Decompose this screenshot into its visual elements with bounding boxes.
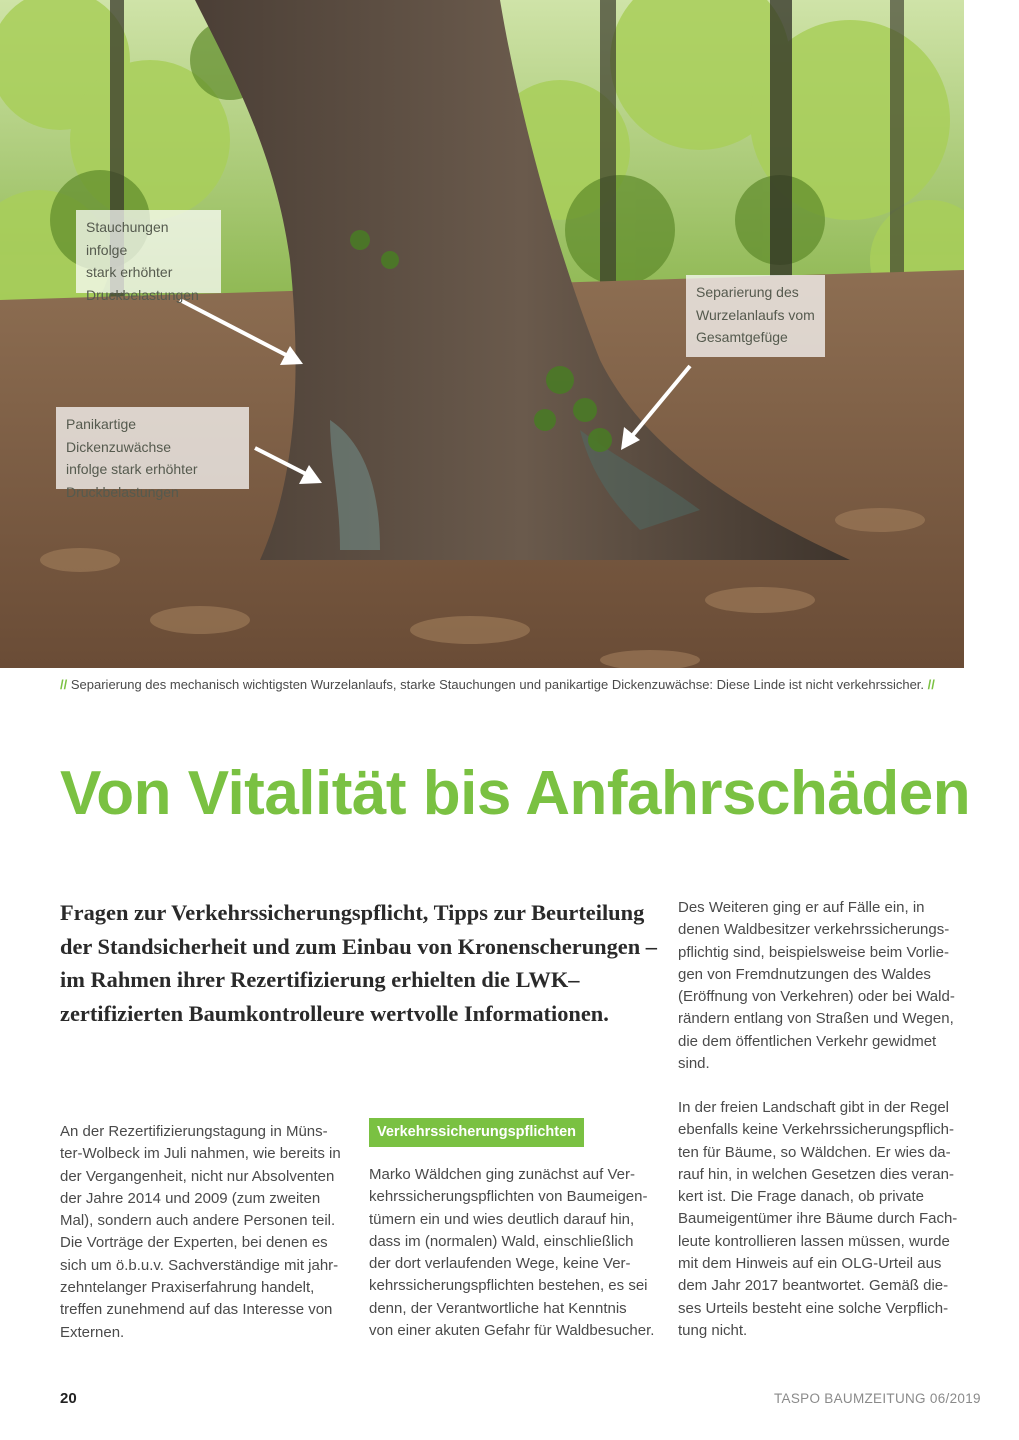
- magazine-issue: TASPO BAUMZEITUNG 06/2019: [774, 1391, 981, 1406]
- text-line: sich um ö.b.u.v. Sachverständige mit jahr-: [60, 1256, 339, 1274]
- text-line: Des Weiteren ging er auf Fälle ein, in: [678, 899, 925, 916]
- column-right-bottom: [678, 1097, 968, 1342]
- text-line: Die Vorträge der Experten, bei denen es: [60, 1234, 328, 1252]
- text-line: ter-Wolbeck im Juli nahmen, wie bereits in: [60, 1145, 341, 1163]
- annotation-line: infolge stark erhöhter: [66, 461, 198, 477]
- column-middle: [369, 1164, 659, 1342]
- text-line: der dort verlaufenden Wege, keine Ver-: [369, 1255, 631, 1273]
- annotation-separation: [686, 275, 825, 357]
- annotation-growth: [56, 407, 249, 500]
- text-line: der Jahre 2014 und 2009 (zum zweiten: [60, 1189, 321, 1207]
- annotation-line: Wurzelanlaufs vom: [696, 306, 815, 323]
- text-line: rauf hin, in welchen Gesetzen dies veran-: [678, 1165, 954, 1183]
- caption-mark-open: //: [60, 677, 68, 692]
- text-line: Externen.: [60, 1323, 125, 1341]
- text-line: ten für Bäume, so Wäldchen. Er wies da-: [678, 1143, 951, 1161]
- article-lead: Fragen zur Verkehrssicherungspflicht, Tipps zur Beurteilung der Standsicherheit und zum Einbau von Kronenscherungen – im Rahmen ihrer Rezertifizierung erhielten die LWK–zertifizierten Baumkontrolleure wertvolle Informationen.: [60, 900, 657, 1026]
- text-line: Marko Wäldchen ging zunächst auf Ver-: [369, 1166, 635, 1183]
- annotation-line: Druckbelastungen: [86, 286, 199, 303]
- text-line: tung nicht.: [678, 1321, 748, 1339]
- text-line: treffen zunehmend auf das Interesse von: [60, 1301, 333, 1319]
- text-line: (Eröffnung von Verkehren) oder bei Wald-: [678, 988, 955, 1006]
- annotation-line: Gesamtgefüge: [696, 329, 788, 345]
- column-right-top: [678, 897, 968, 1075]
- page-number: 20: [60, 1390, 77, 1407]
- column-left: [60, 1121, 350, 1344]
- caption-text: Separierung des mechanisch wichtigsten Wurzelanlaufs, starke Stauchungen und panikartige Dickenzuwächse: Diese Linde ist nicht verkehrssicher.: [70, 677, 925, 692]
- text-line: die dem öffentlichen Verkehr gewidmet: [678, 1032, 937, 1050]
- text-line: dass im (normalen) Wald, einschließlich: [369, 1232, 634, 1250]
- annotation-line: Druckbelastungen: [66, 483, 179, 500]
- text-line: rändern entlang von Straßen und Wegen,: [678, 1010, 954, 1028]
- text-line: der Vergangenheit, nicht nur Absolventen: [60, 1167, 335, 1185]
- annotation-line: Stauchungen infolge: [86, 219, 169, 258]
- text-line: kert ist. Die Frage danach, ob private: [678, 1188, 924, 1206]
- text-line: kehrssicherungspflichten bestehen, es sei: [369, 1277, 648, 1295]
- text-line: dem Jahr 2017 beantwortet. Gemäß die-: [678, 1277, 949, 1295]
- caption-mark-close: //: [927, 677, 935, 692]
- text-line: kehrssicherungspflichten von Baumeigen-: [369, 1188, 648, 1206]
- text-line: zehntelanger Praxiserfahrung handelt,: [60, 1279, 315, 1297]
- text-line: von einer akuten Gefahr für Waldbesucher.: [369, 1322, 655, 1340]
- annotation-line: Panikartige Dickenzuwächse: [66, 416, 172, 455]
- annotation-line: Separierung des: [696, 284, 799, 300]
- text-line: Mal), sondern auch andere Personen teil.: [60, 1212, 336, 1230]
- text-line: gen von Fremdnutzungen des Waldes: [678, 965, 931, 983]
- tree-photo: [0, 0, 964, 668]
- text-line: denen Waldbesitzer verkehrssicherungs-: [678, 921, 950, 939]
- text-line: denn, der Verantwortliche hat Kenntnis: [369, 1299, 627, 1317]
- text-line: sind.: [678, 1055, 710, 1073]
- text-line: tümern ein und wies deutlich darauf hin,: [369, 1210, 635, 1228]
- text-line: mit dem Hinweis auf ein OLG-Urteil aus: [678, 1255, 942, 1273]
- text-line: ebenfalls keine Verkehrssicherungspflich-: [678, 1121, 954, 1139]
- text-line: An der Rezertifizierungstagung in Müns-: [60, 1123, 328, 1140]
- annotation-compression: [76, 210, 221, 303]
- section-subhead: Verkehrssicherungspflichten: [369, 1118, 584, 1147]
- text-line: ses Urteils besteht eine solche Verpflich-: [678, 1299, 949, 1317]
- annotation-line: stark erhöhter: [86, 264, 173, 280]
- text-line: Baumeigentümer ihre Bäume durch Fach-: [678, 1210, 958, 1228]
- article-headline: Von Vitalität bis Anfahrschäden: [60, 759, 971, 828]
- text-line: In der freien Landschaft gibt in der Regel: [678, 1099, 950, 1116]
- photo-caption: [60, 677, 960, 692]
- text-line: pflichtig sind, beispielsweise beim Vorlie-: [678, 943, 949, 961]
- text-line: leute kontrollieren lassen müssen, wurde: [678, 1232, 950, 1250]
